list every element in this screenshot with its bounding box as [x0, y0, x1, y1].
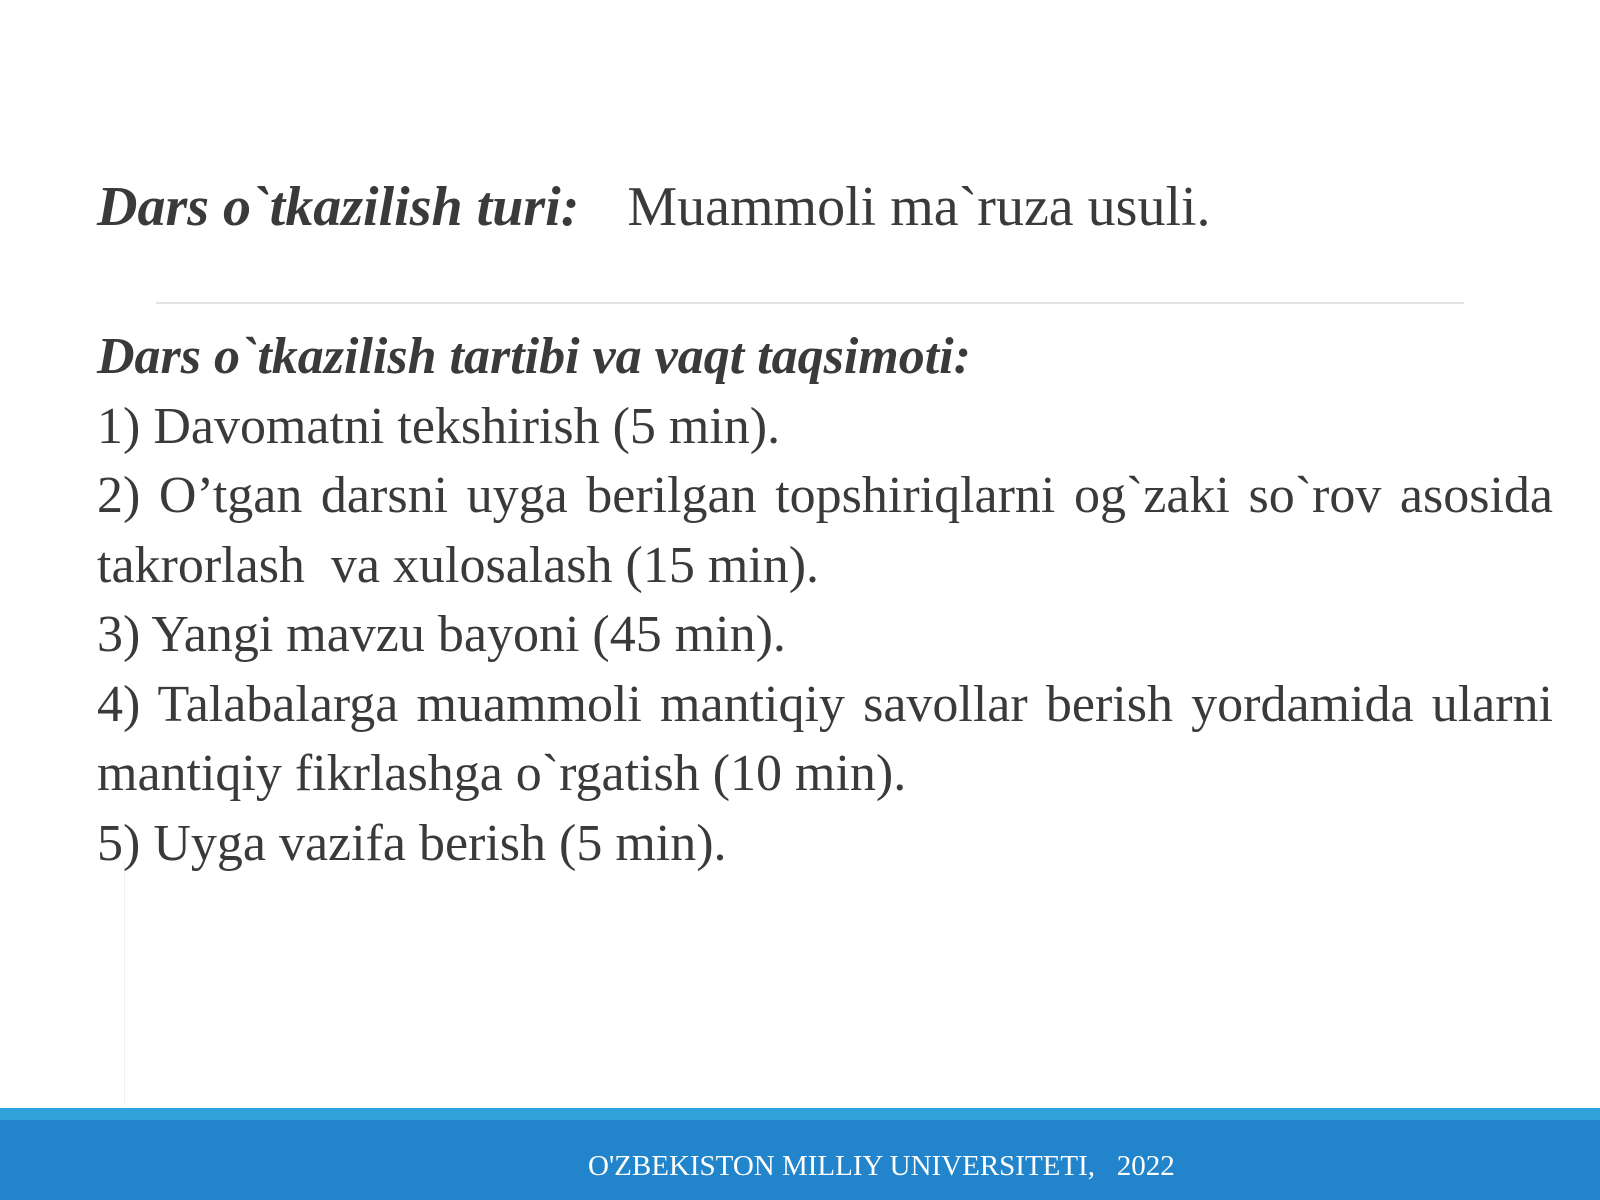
lesson-order-block: [97, 322, 1566, 878]
lesson-type-value: Muammoli ma`ruza usuli.: [627, 176, 1211, 238]
footer-accent-band: [0, 1108, 1600, 1120]
step-item: 4) Talabalarga muammoli mantiqiy savollar berish yordamida ularni mantiqiy fikrlashga o`rgatish (10 min).: [97, 675, 1566, 802]
decorative-line: [124, 860, 125, 1105]
step-item: 1) Davomatni tekshirish (5 min).: [97, 397, 781, 455]
step-item: 2) O’tgan darsni uyga berilgan topshiriqlarni og`zaki so`rov asosida takrorlash va xulosalash (15 min).: [97, 467, 1566, 594]
lesson-type-label: Dars o`tkazilish turi:: [97, 176, 580, 238]
step-item: 5) Uyga vazifa berish (5 min).: [97, 814, 727, 872]
divider-line: [156, 302, 1464, 304]
lesson-order-heading: Dars o`tkazilish tartibi va vaqt taqsimoti:: [97, 328, 971, 385]
lesson-type-row: [97, 172, 1547, 242]
step-item: 3) Yangi mavzu bayoni (45 min).: [97, 606, 786, 663]
footer-text: O'ZBEKISTON MILLIY UNIVERSITETI, 2022: [588, 1150, 1175, 1182]
